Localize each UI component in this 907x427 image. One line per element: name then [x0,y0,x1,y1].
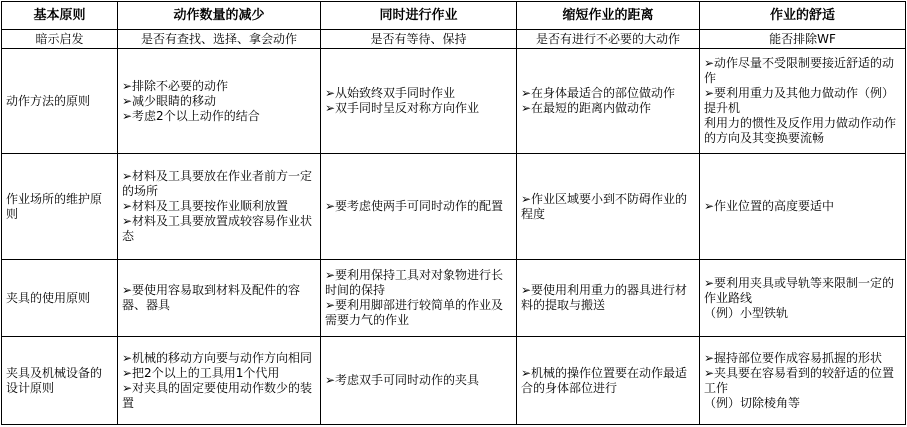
principles-table [1,1,906,425]
principle-cell: 夹具的使用原则 [2,260,118,337]
cell-line: ➢要利用保持工具对对象物进行长时间的保持 [325,268,504,297]
cell-line: ➢从始致终双手同时作业 [325,86,456,100]
cell-line: ➢要考虑使两手可同时动作的配置 [325,199,504,213]
cell-line: ➢对夹具的固定要使用动作数少的装置 [122,380,313,410]
cell-line: ➢要使用利用重力的器具进行材料的提取与搬送 [521,283,688,312]
hint-work-comfort: 能否排除WF [700,30,906,49]
table-row [2,260,906,337]
cell-line: ➢排除不必要的动作 [122,78,229,93]
header-simultaneous-work: 同时进行作业 [321,2,517,30]
table-cell [700,49,906,154]
hint-row [2,30,906,49]
table-row [2,337,906,425]
header-shorten-distance: 缩短作业的距离 [517,2,700,30]
table-cell [321,49,517,154]
cell-line: ➢在最短的距离内做动作 [521,101,652,115]
cell-line: （例）切除棱角等 [704,395,801,410]
hint-label: 暗示启发 [2,30,118,49]
hint-simultaneous-work: 是否有等待、保持 [321,30,517,49]
cell-line: ➢材料及工具要按作业顺利放置 [122,199,289,213]
table-cell [118,49,321,154]
principle-cell: 夹具及机械设备的设计原则 [2,337,118,425]
cell-line: ➢机械的操作位置要在动作最适合的身体部位进行 [521,365,688,395]
cell-line: ➢作业区域要小到不防碍作业的程度 [521,191,688,221]
cell-line: ➢要利用脚部进行较简单的作业及需要力气的作业 [325,298,504,327]
table-cell [517,337,700,425]
header-reduce-motions: 动作数量的减少 [118,2,321,30]
table-cell [118,154,321,260]
table-cell [700,337,906,425]
cell-line: ➢作业位置的高度要适中 [704,199,835,213]
table-cell [321,154,517,260]
table-cell [118,337,321,425]
cell-line: ➢握持部位要作成容易抓握的形状 [704,350,883,365]
cell-line: ➢要使用容易取到材料及配件的容器、器具 [122,283,301,312]
cell-line: ➢考虑双手可同时动作的夹具 [325,373,480,387]
table-row [2,49,906,154]
principle-cell: 动作方法的原则 [2,49,118,154]
cell-line: ➢机械的移动方向要与动作方向相同 [122,350,313,365]
cell-line: ➢夹具要在容易看到的较舒适的位置工作 [704,365,895,395]
header-work-comfort: 作业的舒适 [700,2,906,30]
cell-line: ➢要利用夹具或导轨等来限制一定的作业路线 [704,275,895,305]
header-basic-principle: 基本原则 [2,2,118,30]
table-row [2,154,906,260]
hint-reduce-motions: 是否有查找、选择、拿会动作 [118,30,321,49]
cell-line: （例）小型铁轨 [704,305,789,320]
cell-line: ➢动作尽量不受限制要接近舒适的动作 [704,56,895,85]
principle-cell: 作业场所的维护原则 [2,154,118,260]
cell-line: ➢材料及工具要放置成较容易作业状态 [122,214,313,243]
table-cell [517,154,700,260]
header-row [2,2,906,30]
cell-line: ➢把2个以上的工具用1个代用 [122,365,280,380]
hint-shorten-distance: 是否有进行不必要的大动作 [517,30,700,49]
table-cell [517,260,700,337]
cell-line: ➢要利用重力及其他力做动作（例）提升机 [704,86,895,115]
table-cell [517,49,700,154]
table-cell [700,154,906,260]
cell-line: ➢在身体最适合的部位做动作 [521,86,676,100]
table-cell [118,260,321,337]
cell-line: ➢考虑2个以上动作的结合 [122,108,260,123]
cell-line: ➢材料及工具要放在作业者前方一定的场所 [122,169,313,198]
table-cell [321,260,517,337]
cell-line: ➢减少眼睛的移动 [122,93,217,108]
cell-line: ➢双手同时呈反对称方向作业 [325,101,480,115]
table-cell [700,260,906,337]
table-cell [321,337,517,425]
cell-line: 利用力的惯性及反作用力做动作动作的方向及其变换要流畅 [704,116,897,145]
